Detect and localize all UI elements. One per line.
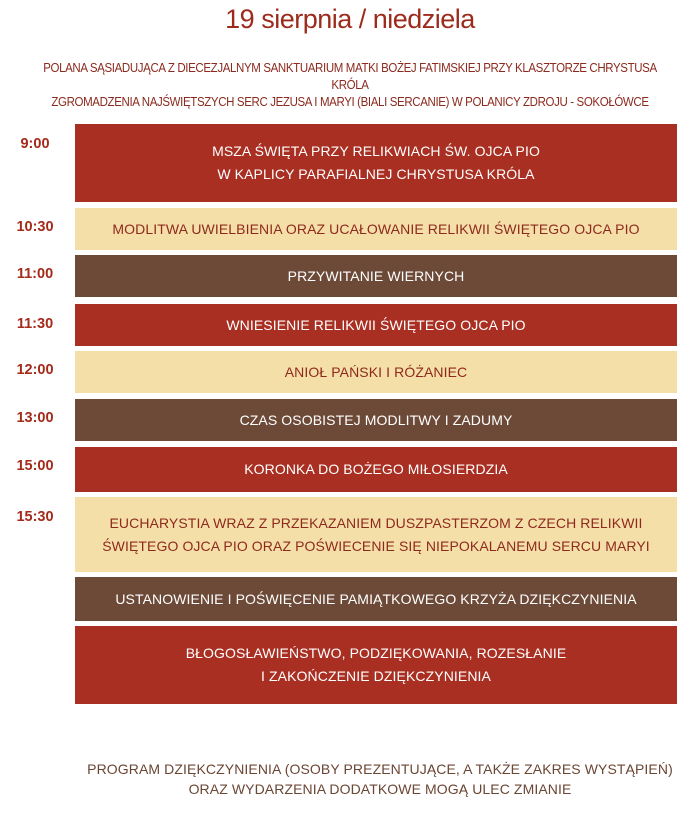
time-label: 13:00 [16, 410, 54, 426]
event-bar [75, 577, 677, 621]
time-label: 12:00 [16, 362, 54, 378]
time-label: 15:30 [16, 509, 54, 525]
event-bar [75, 304, 677, 346]
time-label: 11:00 [16, 266, 54, 282]
time-label: 11:30 [16, 316, 54, 332]
event-bar [75, 208, 677, 250]
event-text: I ZAKOŃCZENIE DZIĘKCZYNIENIA [261, 668, 491, 684]
event-text: USTANOWIENIE I POŚWIĘCENIE PAMIĄTKOWEGO KRZYŻA DZIĘKCZYNIENIA [115, 590, 637, 607]
event-bar [75, 497, 677, 572]
event-text: BŁOGOSŁAWIEŃSTWO, PODZIĘKOWANIA, ROZESŁANIE [185, 645, 567, 661]
event-text: MODLITWA UWIELBIENIA ORAZ UCAŁOWANIE RELIKWII ŚWIĘTEGO OJCA PIO [112, 220, 640, 237]
event-bar [75, 626, 677, 704]
page-title: 19 sierpnia / niedziela [225, 4, 475, 34]
footer-line-1: PROGRAM DZIĘKCZYNIENIA (OSOBY PREZENTUJĄCE, A TAKŻE ZAKRES WYSTĄPIEŃ) [87, 761, 673, 777]
event-bar [75, 255, 677, 297]
event-text: PRZYWITANIE WIERNYCH [287, 267, 465, 284]
event-text: MSZA ŚWIĘTA PRZY RELIKWIACH ŚW. OJCA PIO [212, 143, 540, 159]
event-text: ŚWIĘTEGO OJCA PIO ORAZ POŚWIECENIE SIĘ NIEPOKALANEMU SERCU MARYI [102, 537, 650, 554]
event-text: EUCHARYSTIA WRAZ Z PRZEKAZANIEM DUSZPASTERZOM Z CZECH RELIKWII [109, 514, 643, 531]
event-text: WNIESIENIE RELIKWII ŚWIĘTEGO OJCA PIO [226, 316, 526, 333]
event-text: CZAS OSOBISTEJ MODLITWY I ZADUMY [239, 411, 513, 428]
time-label: 9:00 [20, 136, 50, 152]
venue-subtitle-line-2: ZGROMADZENIA NAJŚWIĘTSZYCH SERC JEZUSA I MARYI (BIALI SERCANIE) W POLANICY ZDROJU - SOKOŁÓWCE [51, 95, 649, 109]
event-text: W KAPLICY PARAFIALNEJ CHRYSTUSA KRÓLA [217, 166, 535, 182]
time-label: 10:30 [16, 219, 54, 235]
event-bar [75, 124, 677, 202]
event-text: ANIOŁ PAŃSKI I RÓŻANIEC [284, 363, 468, 380]
event-bar [75, 351, 677, 393]
footer-line-2: ORAZ WYDARZENIA DODATKOWE MOGĄ ULEC ZMIANIE [188, 781, 572, 797]
event-text: KORONKA DO BOŻEGO MIŁOSIERDZIA [244, 461, 508, 477]
venue-subtitle-line-1: POLANA SĄSIADUJĄCA Z DIECEZJALNYM SANKTUARIUM MATKI BOŻEJ FATIMSKIEJ PRZY KLASZTORZE CHRYSTUSA KRÓLA [43, 61, 657, 92]
event-bar [75, 447, 677, 492]
footer-note [0, 759, 700, 799]
time-label: 15:00 [16, 458, 54, 474]
event-bar [75, 399, 677, 441]
